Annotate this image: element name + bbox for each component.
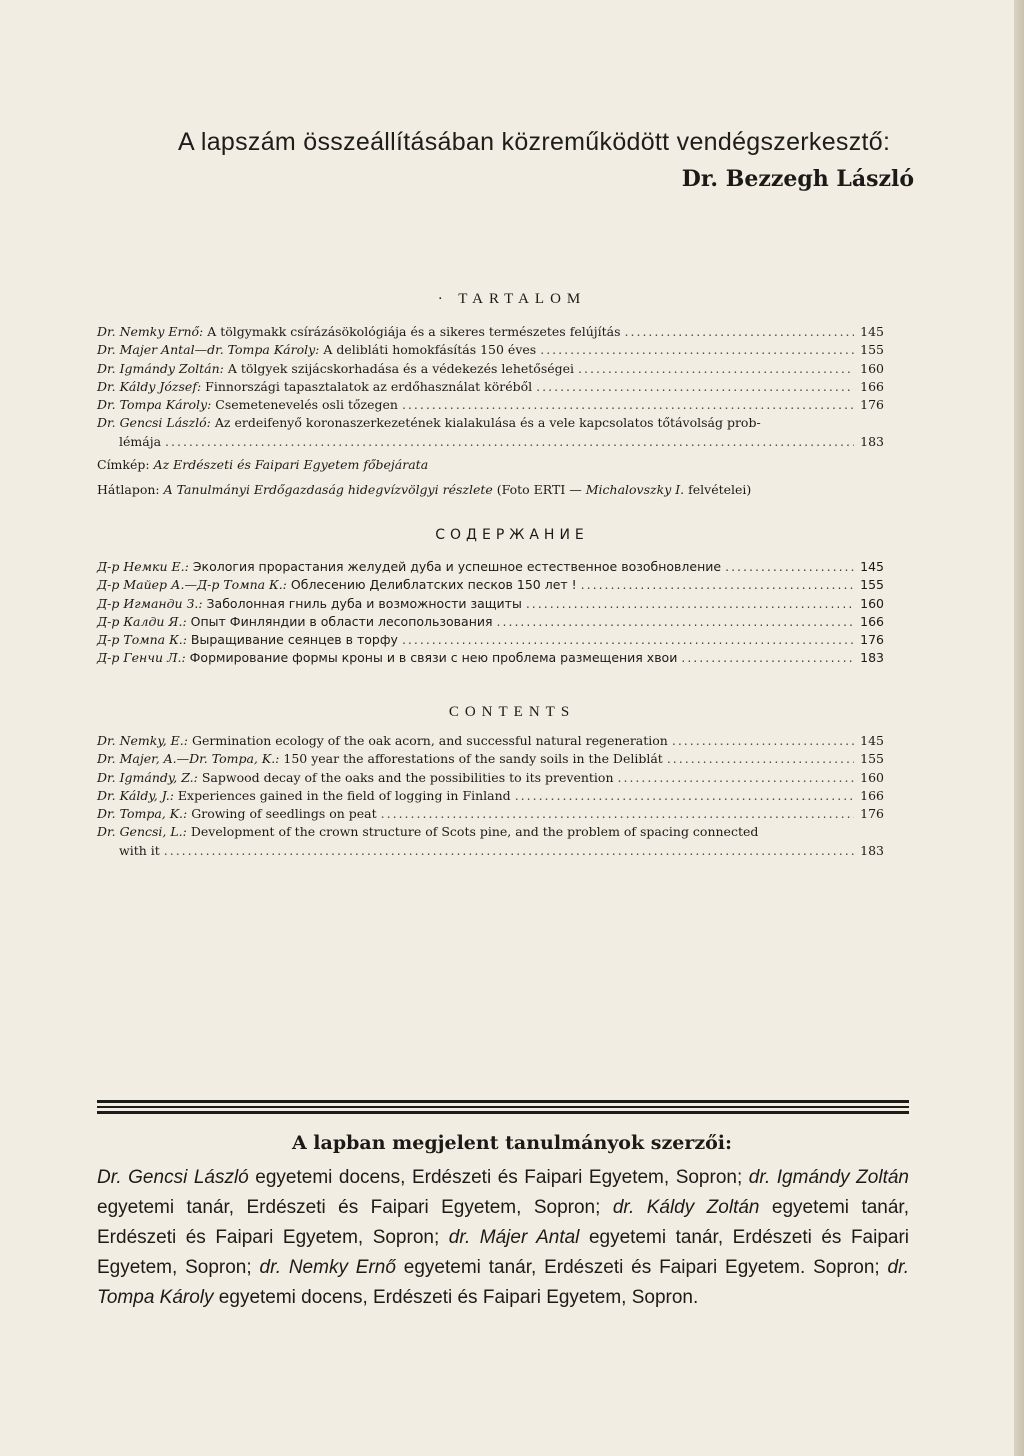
toc-page: 183 (860, 650, 884, 666)
toc-entry (97, 787, 884, 805)
author-name: dr. Igmándy Zoltán (748, 1167, 909, 1188)
soderzhanie-title: СОДЕРЖАНИЕ (435, 527, 589, 543)
author-affiliation: egyetemi tanár, Erdészeti és Faipari Egyetem. Sopron; (395, 1257, 888, 1278)
toc-author: Dr. Majer, A.—Dr. Tompa, K.: (97, 751, 280, 767)
toc-title-cont: with it (119, 842, 160, 858)
toc-page: 176 (860, 806, 884, 822)
author-affiliation: egyetemi tanár, Erdészeti és Faipari Egyetem, Sopron; (97, 1197, 909, 1248)
toc-title: A tölgymakk csírázásökológiája és a sikeres természetes felújítás (207, 324, 621, 339)
toc-entry (97, 613, 884, 631)
back-caption (97, 482, 751, 497)
toc-leader (497, 613, 854, 631)
authors-paragraph (97, 1163, 909, 1313)
toc-leader (681, 649, 854, 667)
toc-title: Germination ecology of the oak acorn, and successful natural regeneration (191, 733, 668, 748)
toc-title: Экология прорастания желудей дуба и успешное естественное возобновление (192, 559, 722, 574)
author-name: dr. Nemky Ernő (259, 1257, 396, 1278)
back-text-italic: A Tanulmányi Erdőgazdaság hidegvízvölgyi részlete (163, 482, 493, 497)
toc-author: Д-р Игманди З.: (97, 595, 203, 611)
toc-page: 145 (860, 324, 884, 339)
toc-author: Dr. Gencsi László: (97, 415, 211, 431)
toc-title: Finnországi tapasztalatok az erdőhasználat köréből (205, 378, 533, 394)
toc-author: Dr. Tompa Károly: (97, 397, 212, 413)
toc-page: 155 (860, 577, 884, 593)
toc-title: Заболонная гниль дуба и возможности защиты (206, 595, 522, 611)
toc-author: Д-р Майер А.—Д-р Томпа К.: (97, 577, 287, 593)
toc-title: Csemetenevelés osli tőzegen (215, 397, 398, 413)
toc-entry-continued (97, 842, 884, 860)
toc-entry (97, 576, 884, 594)
toc-page: 183 (860, 842, 884, 858)
toc-leader (540, 341, 854, 359)
toc-author: Д-р Томпа К.: (97, 632, 187, 648)
toc-leader (536, 378, 854, 396)
toc-leader (381, 805, 854, 823)
toc-entry (97, 805, 884, 823)
toc-author: Dr. Nemky, E.: (97, 733, 188, 748)
toc-leader (165, 433, 854, 451)
tartalom-title: · TARTALOM (437, 291, 587, 307)
toc-leader (578, 360, 854, 378)
toc-author: Dr. Majer Antal—dr. Tompa Károly: (97, 342, 320, 358)
toc-author: Dr. Nemky Ernő: (97, 324, 204, 339)
toc-author: Dr. Káldy, J.: (97, 787, 174, 803)
toc-leader (515, 787, 854, 805)
toc-page: 155 (860, 751, 884, 767)
toc-author: Dr. Igmándy Zoltán: (97, 360, 224, 376)
back-text-end: felvételei) (684, 482, 752, 497)
toc-leader (625, 323, 854, 341)
toc-page: 166 (860, 613, 884, 629)
toc-page: 145 (860, 559, 884, 574)
toc-title: Growing of seedlings on peat (191, 806, 377, 822)
toc-page: 166 (860, 378, 884, 394)
toc-title: Experiences gained in the field of logging in Finland (177, 787, 511, 803)
authors-title: A lapban megjelent tanulmányok szerzői: (291, 1132, 733, 1154)
toc-page: 176 (860, 632, 884, 648)
toc-title: Az erdeifenyő koronaszerkezetének kialakulása és a vele kapcsolatos tőtávolság prob- (214, 415, 761, 431)
toc-page: 155 (860, 342, 884, 358)
toc-title: A delibláti homokfásítás 150 éves (323, 342, 537, 358)
toc-leader (667, 750, 854, 768)
guest-editor-name: Dr. Bezzegh László (681, 166, 914, 192)
author-name: dr. Májer Antal (448, 1227, 580, 1248)
author-affiliation: egyetemi tanár, Erdészeti és Faipari Egyetem, Sopron; (97, 1227, 910, 1278)
toc-entry (97, 558, 884, 576)
toc-title: Sapwood decay of the oaks and the possibilities to its prevention (201, 769, 614, 785)
back-text-mid: (Foto ERTI — (492, 482, 586, 497)
toc-entry (97, 378, 884, 396)
toc-title-cont: lémája (119, 433, 162, 449)
toc-title: Development of the crown structure of Scots pine, and the problem of spacing connected (190, 824, 759, 840)
back-label: Hátlapon: (97, 482, 160, 497)
contents-list (97, 732, 884, 860)
toc-entry (97, 649, 884, 667)
divider-rule-top (97, 1100, 909, 1103)
author-affiliation: egyetemi docens, Erdészeti és Faipari Egyetem, Sopron. (213, 1287, 699, 1308)
toc-author: Dr. Tompa, K.: (97, 806, 188, 822)
toc-title: Опыт Финляндии в области лесопользования (190, 613, 493, 629)
toc-leader (725, 558, 854, 576)
toc-title: A tölgyek szijácskorhadása és a védekezés lehetőségei (227, 360, 575, 376)
toc-author: Д-р Немки Е.: (97, 559, 189, 574)
toc-entry (97, 323, 884, 341)
author-name: dr. Tompa Károly (97, 1257, 909, 1308)
back-text-italic2: Michalovszky I. (585, 482, 685, 497)
toc-page: 160 (860, 360, 884, 376)
toc-title: 150 year the afforestations of the sandy soils in the Deliblát (283, 751, 663, 767)
toc-entry (97, 396, 884, 414)
tartalom-list (97, 323, 884, 451)
toc-author: Dr. Gencsi, L.: (97, 824, 187, 840)
toc-leader (526, 595, 854, 613)
toc-leader (581, 576, 854, 594)
divider-rule-mid (97, 1106, 909, 1108)
toc-entry (97, 341, 884, 359)
cover-text: Az Erdészeti és Faipari Egyetem főbejárata (153, 457, 429, 472)
toc-entry (97, 414, 884, 432)
toc-author: Д-р Генчи Л.: (97, 650, 186, 666)
divider-rule-bottom (97, 1111, 909, 1114)
toc-page: 176 (860, 397, 884, 413)
toc-entry-continued (97, 433, 884, 451)
toc-title: Формирование формы кроны и в связи с нею проблема размещения хвои (189, 650, 678, 666)
toc-page: 166 (860, 787, 884, 803)
toc-leader (164, 842, 854, 860)
toc-entry (97, 595, 884, 613)
soderzhanie-list (97, 558, 884, 668)
toc-leader (618, 769, 855, 787)
toc-leader (402, 631, 854, 649)
author-name: dr. Káldy Zoltán (612, 1197, 760, 1218)
author-affiliation: egyetemi docens, Erdészeti és Faipari Egyetem, Sopron; (248, 1167, 749, 1188)
toc-entry (97, 631, 884, 649)
toc-leader (672, 732, 854, 750)
toc-title: Выращивание сеянцев в торфу (190, 632, 398, 648)
toc-title: Облесению Делиблатских песков 150 лет ! (290, 577, 577, 593)
author-name: Dr. Gencsi László (97, 1167, 249, 1188)
toc-author: Dr. Káldy József: (97, 378, 202, 394)
author-affiliation: egyetemi tanár, Erdészeti és Faipari Egyetem, Sopron; (97, 1197, 613, 1218)
toc-author: Д-р Калди Я.: (97, 613, 187, 629)
toc-leader (402, 396, 854, 414)
toc-page: 160 (860, 769, 884, 785)
cover-label: Címkép: (97, 457, 150, 472)
toc-entry (97, 769, 884, 787)
cover-caption (97, 457, 428, 472)
toc-entry (97, 360, 884, 378)
toc-page: 160 (860, 595, 884, 611)
toc-page: 145 (860, 733, 884, 748)
page-edge (1014, 0, 1024, 1456)
toc-entry (97, 823, 884, 841)
guest-editor-label: A lapszám összeállításában közreműködött vendégszerkesztő: (178, 128, 891, 156)
toc-entry (97, 732, 884, 750)
toc-author: Dr. Igmándy, Z.: (97, 769, 198, 785)
toc-page: 183 (860, 433, 884, 449)
contents-title: CONTENTS (448, 704, 576, 720)
toc-entry (97, 750, 884, 768)
